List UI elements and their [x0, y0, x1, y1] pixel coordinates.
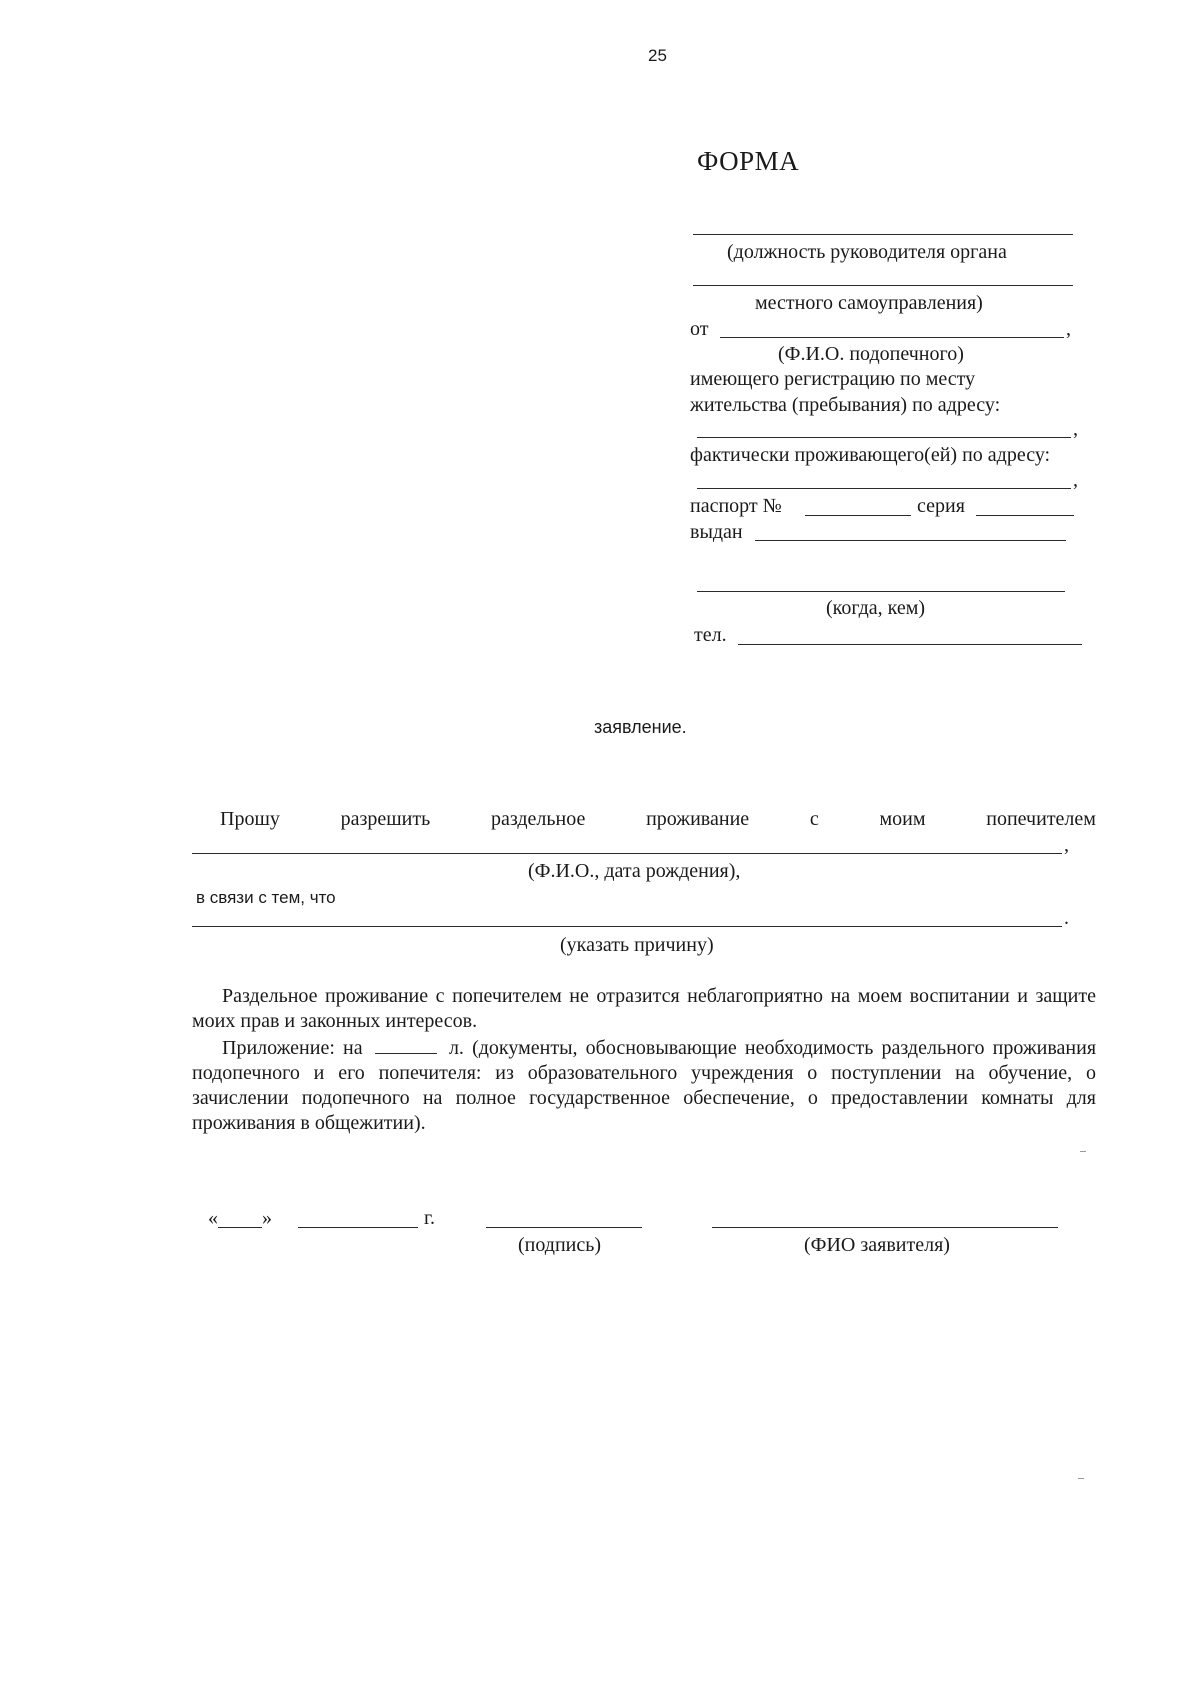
reason-label: в связи с тем, что	[196, 888, 336, 907]
recipient-position-caption-1: (должность руководителя органа	[727, 241, 1007, 263]
reason-period: .	[1064, 907, 1069, 929]
page-number: 25	[648, 46, 667, 65]
request-word: раздельное	[490, 808, 586, 830]
request-word: с	[809, 808, 819, 830]
applicant-name-line	[720, 337, 1064, 338]
attachment-paragraph	[192, 1036, 1096, 1136]
attachment-pages-blank	[375, 1052, 437, 1054]
date-quote-close: »	[262, 1207, 272, 1229]
registration-line-1: имеющего регистрацию по месту	[690, 368, 976, 390]
applicant-name-caption: (Ф.И.О. подопечного)	[778, 343, 964, 365]
reason-line	[192, 926, 1062, 927]
phone-label: тел.	[694, 624, 727, 646]
date-quote-open: «	[208, 1207, 218, 1229]
applicant-fullname-line	[712, 1227, 1058, 1228]
issued-by-line-2	[697, 591, 1065, 592]
recipient-position-line	[693, 234, 1073, 235]
request-word: Прошу	[220, 808, 280, 830]
scan-speck	[1080, 1151, 1086, 1152]
registration-address-line	[697, 437, 1071, 438]
applicant-fullname-caption: (ФИО заявителя)	[804, 1234, 950, 1256]
guardian-name-caption: (Ф.И.О., дата рождения),	[528, 860, 741, 882]
statement-paragraph-text: Раздельное проживание с попечителем не отразится неблагоприятно на моем воспитании и защите моих прав и законных интересов.	[192, 985, 1096, 1032]
statement-paragraph	[192, 984, 1096, 1034]
issued-by-line	[755, 540, 1066, 541]
guardian-name-comma: ,	[1064, 834, 1069, 856]
actual-address-line	[697, 488, 1071, 489]
issued-caption: (когда, кем)	[826, 597, 926, 619]
date-year-suffix: г.	[424, 1207, 435, 1229]
request-word: проживание	[646, 808, 750, 830]
guardian-name-line	[192, 853, 1062, 854]
series-label: серия	[917, 495, 965, 517]
form-heading: ФОРМА	[697, 146, 800, 176]
registration-line-2: жительства (пребывания) по адресу:	[690, 394, 1001, 416]
request-word: попечителем	[986, 808, 1096, 830]
request-word: разрешить	[340, 808, 431, 830]
attachment-text: л. (документы, обосновывающие необходимость раздельного проживания подопечного и его попечителя: из образовательного учреждения о поступлении на обучение, о зачислении подопечного на полное государственное обеспечение, о предоставлении комнаты для проживания в общежитии).	[192, 1037, 1097, 1134]
recipient-position-caption-2: местного самоуправления)	[755, 292, 983, 314]
request-word: моим	[879, 808, 926, 830]
passport-series-line	[976, 515, 1074, 516]
actual-address-label: фактически проживающего(ей) по адресу:	[690, 444, 1051, 466]
attachment-prefix: Приложение: на	[222, 1037, 363, 1059]
applicant-name-comma: ,	[1066, 318, 1071, 340]
request-line	[220, 807, 1096, 831]
signature-caption: (подпись)	[518, 1234, 602, 1256]
issued-label: выдан	[690, 521, 743, 543]
phone-line	[738, 644, 1082, 645]
from-label: от	[690, 318, 709, 340]
scan-speck	[1078, 1478, 1084, 1479]
passport-number-line	[805, 515, 911, 516]
statement-title: заявление.	[594, 717, 687, 737]
date-day-line	[218, 1227, 262, 1228]
reason-caption: (указать причину)	[560, 934, 714, 956]
signature-line	[486, 1227, 642, 1228]
recipient-position-line-2	[693, 285, 1073, 286]
passport-label: паспорт №	[690, 495, 782, 517]
registration-address-comma: ,	[1073, 418, 1078, 440]
actual-address-comma: ,	[1073, 469, 1078, 491]
date-month-line	[298, 1227, 418, 1228]
